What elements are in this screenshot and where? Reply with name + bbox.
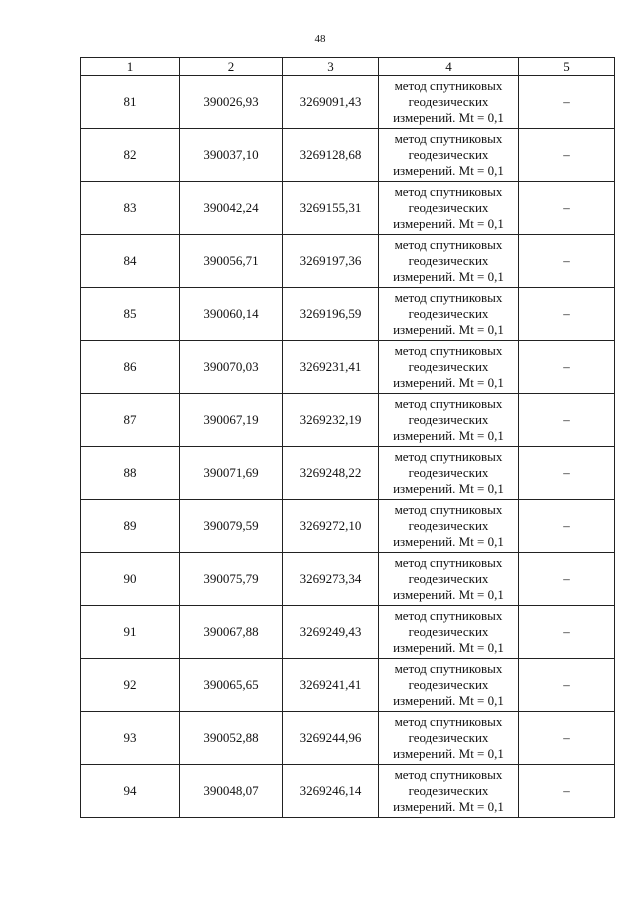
y-coordinate-cell: 3269128,68 bbox=[283, 129, 379, 182]
method-cell bbox=[379, 606, 519, 659]
method-text-line: измерений. Mt = 0,1 bbox=[393, 534, 504, 549]
method-text-line: геодезических bbox=[408, 624, 489, 639]
table-row bbox=[81, 129, 615, 182]
note-cell: – bbox=[519, 394, 615, 447]
method-text-line: измерений. Mt = 0,1 bbox=[393, 216, 504, 231]
method-text-line: метод спутниковых bbox=[394, 555, 503, 570]
y-coordinate-cell: 3269249,43 bbox=[283, 606, 379, 659]
point-number-cell: 93 bbox=[81, 712, 180, 765]
page-number: 48 bbox=[314, 33, 326, 45]
method-text-line: метод спутниковых bbox=[394, 396, 503, 411]
point-number-cell: 84 bbox=[81, 235, 180, 288]
x-coordinate-cell: 390056,71 bbox=[180, 235, 283, 288]
x-coordinate-cell: 390067,19 bbox=[180, 394, 283, 447]
y-coordinate-cell: 3269248,22 bbox=[283, 447, 379, 500]
method-text-line: метод спутниковых bbox=[394, 502, 503, 517]
note-cell: – bbox=[519, 288, 615, 341]
method-text-line: метод спутниковых bbox=[394, 184, 503, 199]
method-text-line: геодезических bbox=[408, 677, 489, 692]
method-text-line: метод спутниковых bbox=[394, 78, 503, 93]
table-row bbox=[81, 394, 615, 447]
x-coordinate-cell: 390026,93 bbox=[180, 76, 283, 129]
point-number-cell: 83 bbox=[81, 182, 180, 235]
y-coordinate-cell: 3269232,19 bbox=[283, 394, 379, 447]
method-text-line: геодезических bbox=[408, 94, 489, 109]
table-row bbox=[81, 235, 615, 288]
method-cell bbox=[379, 288, 519, 341]
method-text-line: измерений. Mt = 0,1 bbox=[393, 375, 504, 390]
method-text-line: измерений. Mt = 0,1 bbox=[393, 110, 504, 125]
method-cell bbox=[379, 76, 519, 129]
note-cell: – bbox=[519, 341, 615, 394]
method-text-line: метод спутниковых bbox=[394, 237, 503, 252]
x-coordinate-cell: 390042,24 bbox=[180, 182, 283, 235]
note-cell: – bbox=[519, 553, 615, 606]
method-text-line: измерений. Mt = 0,1 bbox=[393, 428, 504, 443]
method-cell bbox=[379, 394, 519, 447]
method-text-line: геодезических bbox=[408, 412, 489, 427]
method-text-line: измерений. Mt = 0,1 bbox=[393, 640, 504, 655]
table-header-row bbox=[81, 58, 615, 76]
method-text-line: геодезических bbox=[408, 147, 489, 162]
point-number-cell: 94 bbox=[81, 765, 180, 818]
method-text-line: геодезических bbox=[408, 465, 489, 480]
table-row bbox=[81, 659, 615, 712]
table-row bbox=[81, 76, 615, 129]
method-text-line: геодезических bbox=[408, 200, 489, 215]
method-cell bbox=[379, 553, 519, 606]
column-header: 3 bbox=[283, 58, 379, 76]
method-cell bbox=[379, 235, 519, 288]
y-coordinate-cell: 3269273,34 bbox=[283, 553, 379, 606]
method-cell bbox=[379, 500, 519, 553]
method-text-line: измерений. Mt = 0,1 bbox=[393, 322, 504, 337]
method-cell bbox=[379, 341, 519, 394]
column-header: 5 bbox=[519, 58, 615, 76]
note-cell: – bbox=[519, 129, 615, 182]
method-text-line: метод спутниковых bbox=[394, 290, 503, 305]
y-coordinate-cell: 3269244,96 bbox=[283, 712, 379, 765]
table-row bbox=[81, 182, 615, 235]
point-number-cell: 81 bbox=[81, 76, 180, 129]
method-text-line: измерений. Mt = 0,1 bbox=[393, 799, 504, 814]
table-row bbox=[81, 712, 615, 765]
column-header: 4 bbox=[379, 58, 519, 76]
method-text-line: геодезических bbox=[408, 253, 489, 268]
method-text-line: метод спутниковых bbox=[394, 131, 503, 146]
point-number-cell: 85 bbox=[81, 288, 180, 341]
method-text-line: метод спутниковых bbox=[394, 714, 503, 729]
x-coordinate-cell: 390060,14 bbox=[180, 288, 283, 341]
y-coordinate-cell: 3269241,41 bbox=[283, 659, 379, 712]
point-number-cell: 87 bbox=[81, 394, 180, 447]
method-text-line: геодезических bbox=[408, 359, 489, 374]
point-number-cell: 91 bbox=[81, 606, 180, 659]
method-text-line: измерений. Mt = 0,1 bbox=[393, 269, 504, 284]
table-row bbox=[81, 606, 615, 659]
note-cell: – bbox=[519, 447, 615, 500]
x-coordinate-cell: 390070,03 bbox=[180, 341, 283, 394]
table-row bbox=[81, 553, 615, 606]
method-text-line: измерений. Mt = 0,1 bbox=[393, 746, 504, 761]
point-number-cell: 89 bbox=[81, 500, 180, 553]
column-header: 1 bbox=[81, 58, 180, 76]
method-text-line: геодезических bbox=[408, 306, 489, 321]
method-text-line: измерений. Mt = 0,1 bbox=[393, 481, 504, 496]
method-text-line: метод спутниковых bbox=[394, 661, 503, 676]
note-cell: – bbox=[519, 712, 615, 765]
y-coordinate-cell: 3269196,59 bbox=[283, 288, 379, 341]
method-text-line: метод спутниковых bbox=[394, 608, 503, 623]
x-coordinate-cell: 390075,79 bbox=[180, 553, 283, 606]
point-number-cell: 92 bbox=[81, 659, 180, 712]
method-cell bbox=[379, 129, 519, 182]
y-coordinate-cell: 3269231,41 bbox=[283, 341, 379, 394]
table-row bbox=[81, 288, 615, 341]
x-coordinate-cell: 390067,88 bbox=[180, 606, 283, 659]
note-cell: – bbox=[519, 76, 615, 129]
method-cell bbox=[379, 712, 519, 765]
method-text-line: измерений. Mt = 0,1 bbox=[393, 587, 504, 602]
point-number-cell: 86 bbox=[81, 341, 180, 394]
x-coordinate-cell: 390065,65 bbox=[180, 659, 283, 712]
method-text-line: геодезических bbox=[408, 730, 489, 745]
x-coordinate-cell: 390048,07 bbox=[180, 765, 283, 818]
method-cell bbox=[379, 182, 519, 235]
x-coordinate-cell: 390052,88 bbox=[180, 712, 283, 765]
point-number-cell: 90 bbox=[81, 553, 180, 606]
coordinates-table bbox=[80, 57, 615, 818]
y-coordinate-cell: 3269246,14 bbox=[283, 765, 379, 818]
x-coordinate-cell: 390079,59 bbox=[180, 500, 283, 553]
y-coordinate-cell: 3269197,36 bbox=[283, 235, 379, 288]
table-body bbox=[81, 58, 615, 818]
y-coordinate-cell: 3269155,31 bbox=[283, 182, 379, 235]
point-number-cell: 82 bbox=[81, 129, 180, 182]
point-number-cell: 88 bbox=[81, 447, 180, 500]
column-header: 2 bbox=[180, 58, 283, 76]
method-cell bbox=[379, 447, 519, 500]
method-text-line: измерений. Mt = 0,1 bbox=[393, 163, 504, 178]
note-cell: – bbox=[519, 500, 615, 553]
x-coordinate-cell: 390037,10 bbox=[180, 129, 283, 182]
table-row bbox=[81, 447, 615, 500]
note-cell: – bbox=[519, 182, 615, 235]
method-text-line: метод спутниковых bbox=[394, 343, 503, 358]
table-row bbox=[81, 765, 615, 818]
x-coordinate-cell: 390071,69 bbox=[180, 447, 283, 500]
method-text-line: измерений. Mt = 0,1 bbox=[393, 693, 504, 708]
note-cell: – bbox=[519, 606, 615, 659]
method-text-line: геодезических bbox=[408, 518, 489, 533]
method-text-line: геодезических bbox=[408, 571, 489, 586]
note-cell: – bbox=[519, 235, 615, 288]
table-row bbox=[81, 341, 615, 394]
y-coordinate-cell: 3269272,10 bbox=[283, 500, 379, 553]
y-coordinate-cell: 3269091,43 bbox=[283, 76, 379, 129]
method-text-line: метод спутниковых bbox=[394, 767, 503, 782]
method-cell bbox=[379, 659, 519, 712]
method-text-line: метод спутниковых bbox=[394, 449, 503, 464]
table-row bbox=[81, 500, 615, 553]
method-cell bbox=[379, 765, 519, 818]
note-cell: – bbox=[519, 659, 615, 712]
method-text-line: геодезических bbox=[408, 783, 489, 798]
note-cell: – bbox=[519, 765, 615, 818]
